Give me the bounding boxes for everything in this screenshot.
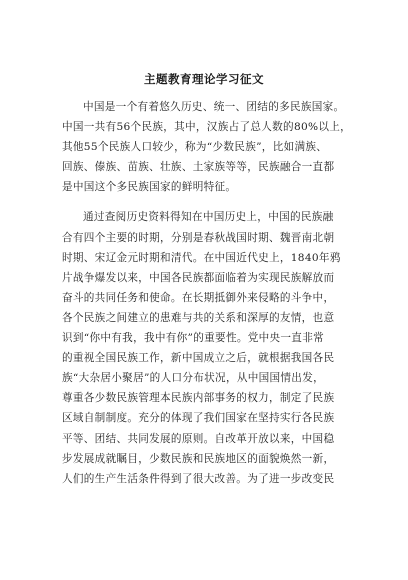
document-body — [62, 97, 362, 489]
paragraph-2-line-12: 平等、团结、共同发展的原则。自改革开放以来，中国稳 — [62, 432, 335, 445]
paragraph-1-line-1: 中国是一个有着悠久历史、统一、团结的多民族国家。 — [83, 101, 345, 113]
paragraph-2-line-4: 片战争爆发以来，中国各民族都面临着为实现民族解放而 — [62, 271, 335, 284]
paragraph-2-line-5: 奋斗的共同任务和使命。在长期抵御外来侵略的斗争中， — [62, 291, 335, 304]
paragraph-1-line-2: 中国一共有56个民族，其中，汉族占了总人数的80%以上， — [62, 121, 352, 134]
paragraph-2-line-1: 通过查阅历史资料得知在中国历史上，中国的民族融 — [83, 211, 334, 224]
paragraph-2-line-3: 时期、宋辽金元时期和清代。在中国近代史上，1840年鸦 — [62, 251, 341, 264]
paragraph-2-line-9: 族“大杂居小聚居”的人口分布状况，从中国国情出发， — [62, 372, 324, 385]
paragraph-1-line-3: 其他55个民族人口较少，称为“少数民族”，比如满族、 — [62, 141, 328, 154]
document-title: 主题教育理论学习征文 — [144, 72, 264, 86]
paragraph-2-line-11: 区域自制制度。充分的体现了我们国家在坚持实行各民族 — [62, 412, 335, 425]
paragraph-2-line-10: 尊重各少数民族管理本民族内部事务的权力，制定了民族 — [62, 392, 335, 405]
paragraph-2-line-2: 合有四个主要的时期，分别是春秋战国时期、魏晋南北朝 — [62, 231, 335, 244]
paragraph-2-line-14: 人们的生产生活条件得到了很大改善。为了进一步改变民 — [62, 472, 335, 485]
paragraph-gap — [62, 197, 362, 207]
paragraph-2-line-8: 的重视全国民族工作，新中国成立之后，就根据我国各民 — [62, 352, 335, 365]
paragraph-2-line-13: 步发展成就瞩目，少数民族和民族地区的面貌焕然一新， — [62, 452, 335, 465]
paragraph-1-line-5: 是中国这个多民族国家的鲜明特征。 — [62, 181, 237, 194]
paragraph-2-line-6: 各个民族之间建立的患难与共的关系和深厚的友情，也意 — [62, 311, 335, 324]
paragraph-1-line-4: 回族、傣族、苗族、壮族、土家族等等，民族融合一直都 — [62, 161, 335, 174]
paragraph-2-line-7: 识到“你中有我，我中有你”的重要性。党中央一直非常 — [62, 332, 324, 345]
